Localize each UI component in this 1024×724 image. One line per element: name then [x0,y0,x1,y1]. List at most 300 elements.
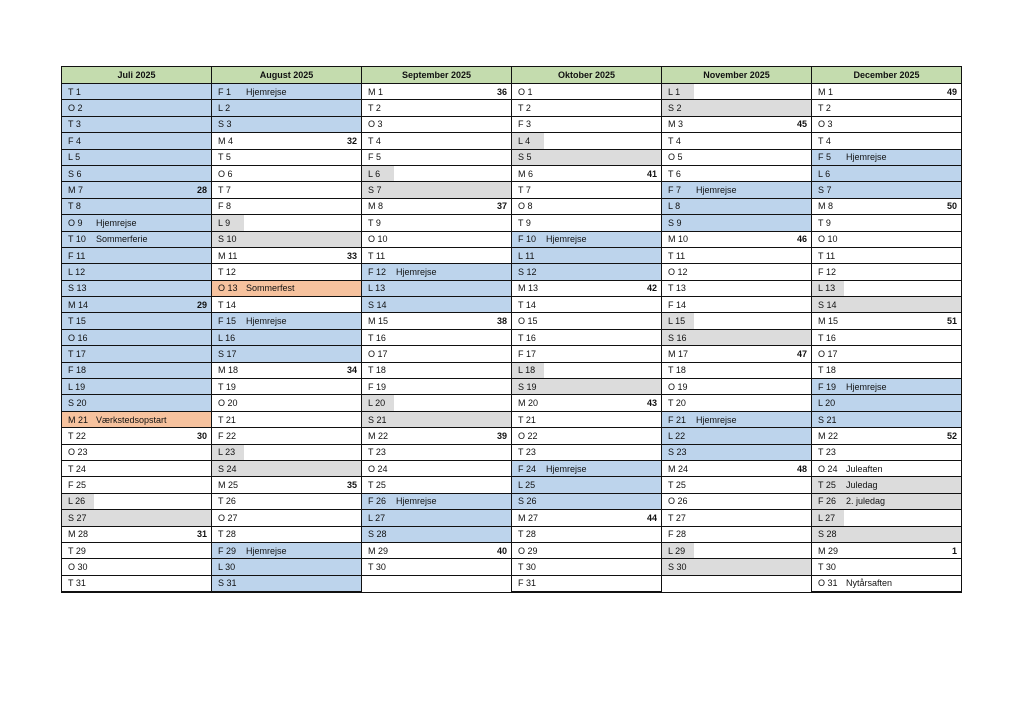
day-row [212,510,361,526]
day-label: F 11 [68,250,86,261]
day-label: T 23 [818,447,836,458]
month-header: December 2025 [812,67,961,84]
day-label: F 15 [218,316,237,327]
day-label: M 8 [368,201,384,212]
month-column [211,67,361,592]
day-label: T 11 [818,250,836,261]
day-row [212,133,361,149]
day-label: T 28 [218,529,236,540]
day-row [362,428,511,444]
day-row [812,461,961,477]
day-label: T 30 [818,562,836,573]
day-label: M 13 [518,283,539,294]
day-label: S 7 [818,185,832,196]
day-row [512,313,661,329]
day-label: F 19 [368,381,387,392]
day-label: F 21 [668,414,687,425]
week-number: 30 [196,430,207,441]
day-label: T 3 [68,119,81,130]
day-label: T 19 [218,381,236,392]
day-label: T 2 [818,103,831,114]
day-label: F 10 [518,234,537,245]
month-column [811,67,961,592]
day-label: L 29 [668,545,686,556]
day-row [62,559,211,575]
day-row [62,477,211,493]
day-label: T 20 [668,398,686,409]
day-note: Hjemrejse [546,463,587,474]
day-row [212,117,361,133]
day-label: L 25 [518,480,536,491]
day-note: Hjemrejse [696,414,737,425]
day-label: S 7 [368,185,382,196]
day-row [662,527,811,543]
week-number: 28 [196,185,207,196]
day-row [812,264,961,280]
day-label: M 25 [218,480,239,491]
day-label: O 24 [818,463,838,474]
day-label: T 23 [518,447,536,458]
day-label: S 12 [518,266,537,277]
day-row [362,461,511,477]
day-label: M 29 [368,545,389,556]
day-note: Sommerfest [246,283,295,294]
day-row [512,445,661,461]
day-row [212,445,361,461]
day-row [512,199,661,215]
day-label: S 10 [218,234,237,245]
month-column [511,67,661,592]
day-label: T 18 [368,365,386,376]
day-row [212,84,361,100]
day-row [212,379,361,395]
day-label: O 23 [68,447,88,458]
day-row [512,166,661,182]
day-label: T 24 [68,463,86,474]
day-row [362,248,511,264]
day-label: T 22 [68,430,86,441]
day-label: T 15 [68,316,86,327]
day-label: L 20 [818,398,836,409]
day-label: O 20 [218,398,238,409]
day-row [662,313,811,329]
day-row [362,395,511,411]
day-row [362,510,511,526]
day-label: T 14 [518,299,536,310]
day-row [812,543,961,559]
day-row [362,379,511,395]
day-row [362,150,511,166]
day-row [812,395,961,411]
day-row [62,428,211,444]
day-label: T 26 [218,496,236,507]
day-row [662,166,811,182]
day-label: M 20 [518,398,539,409]
day-label: O 12 [668,266,688,277]
day-label: S 13 [68,283,87,294]
day-note: Juleaften [846,463,883,474]
day-row [812,313,961,329]
day-label: F 7 [668,185,682,196]
day-label: S 27 [68,512,87,523]
day-label: T 12 [218,266,236,277]
day-row [512,330,661,346]
day-label: M 24 [668,463,689,474]
day-label: F 1 [218,86,232,97]
day-note: Hjemrejse [246,316,287,327]
day-label: T 25 [668,480,686,491]
day-row [662,412,811,428]
day-row [812,379,961,395]
day-row [662,100,811,116]
day-row [362,297,511,313]
week-number: 37 [496,201,507,212]
day-row [812,297,961,313]
day-note: Sommerferie [96,234,148,245]
day-label: F 8 [218,201,232,212]
day-row [362,543,511,559]
day-row [212,313,361,329]
day-label: M 14 [68,299,89,310]
day-label: F 26 [368,496,387,507]
week-number: 1 [951,545,957,556]
day-label: O 17 [368,348,388,359]
day-label: T 11 [368,250,386,261]
day-row [512,379,661,395]
day-row [212,199,361,215]
day-row [362,494,511,510]
day-row [212,150,361,166]
day-label: O 8 [518,201,533,212]
day-row [662,281,811,297]
day-row [62,363,211,379]
day-row [812,248,961,264]
day-row [512,133,661,149]
week-number: 42 [646,283,657,294]
day-label: T 25 [818,480,836,491]
day-label: F 19 [818,381,837,392]
day-label: T 30 [518,562,536,573]
day-row [662,543,811,559]
day-row [362,117,511,133]
day-label: L 23 [218,447,236,458]
day-label: L 6 [818,168,831,179]
day-label: O 1 [518,86,533,97]
day-note: Hjemrejse [396,496,437,507]
day-row [662,182,811,198]
day-label: L 20 [368,398,386,409]
month-header: August 2025 [212,67,361,84]
day-label: T 6 [668,168,681,179]
day-note: Hjemrejse [246,86,287,97]
day-row [362,182,511,198]
month-column [361,67,511,592]
day-label: T 18 [668,365,686,376]
day-note: Hjemrejse [546,234,587,245]
day-row [62,379,211,395]
day-row [362,100,511,116]
week-number: 32 [346,135,357,146]
day-label: S 2 [668,103,682,114]
day-row [362,363,511,379]
day-row [362,330,511,346]
day-label: M 15 [368,316,389,327]
day-label: S 31 [218,578,237,589]
day-row [512,182,661,198]
day-row [212,248,361,264]
day-row [62,412,211,428]
day-label: T 30 [368,562,386,573]
day-label: S 20 [68,398,87,409]
day-row [512,281,661,297]
day-row [512,117,661,133]
day-label: T 17 [68,348,86,359]
day-row [662,395,811,411]
day-row [512,395,661,411]
day-row [662,150,811,166]
day-row [812,559,961,575]
day-label: T 16 [368,332,386,343]
day-label: M 11 [218,250,238,261]
day-row [662,445,811,461]
day-label: M 7 [68,185,84,196]
week-number: 31 [196,529,207,540]
day-label: F 31 [518,578,537,589]
day-row [62,494,211,510]
day-label: F 3 [518,119,532,130]
day-row [662,379,811,395]
day-row [62,576,211,592]
day-row [212,166,361,182]
day-row [212,346,361,362]
week-number: 45 [796,119,807,130]
day-label: M 6 [518,168,534,179]
day-label: T 23 [368,447,386,458]
day-row [212,428,361,444]
day-label: L 15 [668,316,686,327]
day-row [512,264,661,280]
day-label: T 1 [68,86,81,97]
day-label: O 2 [68,103,83,114]
day-label: L 1 [668,86,681,97]
day-row [62,215,211,231]
day-row [212,100,361,116]
day-label: T 5 [218,152,231,163]
day-row [662,133,811,149]
day-row [662,215,811,231]
week-number: 49 [946,86,957,97]
day-row [62,84,211,100]
day-row [812,84,961,100]
day-row [62,330,211,346]
week-number: 40 [496,545,507,556]
day-row [812,445,961,461]
day-label: S 24 [218,463,237,474]
day-label: L 22 [668,430,686,441]
day-row [62,133,211,149]
day-row [662,494,811,510]
day-label: O 5 [668,152,683,163]
day-label: T 16 [818,332,836,343]
day-label: T 13 [668,283,686,294]
day-label: T 4 [818,135,831,146]
week-number: 34 [346,365,357,376]
day-row [62,527,211,543]
day-row [662,428,811,444]
day-label: T 25 [368,480,386,491]
day-note: Hjemrejse [846,152,887,163]
day-row [512,100,661,116]
day-label: T 4 [668,135,681,146]
day-row [212,215,361,231]
day-row [62,510,211,526]
day-label: S 30 [668,562,687,573]
day-label: T 29 [68,545,86,556]
day-row [512,461,661,477]
day-label: S 21 [368,414,387,425]
day-label: M 4 [218,135,234,146]
week-number: 50 [946,201,957,212]
day-row [212,412,361,428]
day-label: L 30 [218,562,236,573]
day-label: F 14 [668,299,687,310]
day-row [212,461,361,477]
day-label: O 22 [518,430,538,441]
day-row [62,281,211,297]
day-label: L 27 [818,512,836,523]
day-row [212,576,361,592]
day-row [662,346,811,362]
month-column [62,67,211,592]
day-row [812,330,961,346]
day-row [62,117,211,133]
day-row [212,559,361,575]
day-label: O 17 [818,348,838,359]
week-number: 47 [796,348,807,359]
day-row [62,297,211,313]
day-label: S 21 [818,414,837,425]
week-number: 51 [946,316,957,327]
day-row [512,494,661,510]
day-row [812,576,961,592]
week-number: 41 [646,168,657,179]
week-number: 33 [346,250,357,261]
day-label: T 31 [68,578,86,589]
day-label: O 16 [68,332,88,343]
day-label: T 9 [518,217,531,228]
day-label: S 23 [668,447,687,458]
day-row [212,330,361,346]
day-label: L 13 [368,283,386,294]
month-header: September 2025 [362,67,511,84]
day-row [62,445,211,461]
day-label: M 1 [818,86,834,97]
day-label: S 26 [518,496,537,507]
day-label: M 1 [368,86,384,97]
day-label: S 28 [818,529,837,540]
day-label: S 17 [218,348,237,359]
day-label: F 29 [218,545,237,556]
day-row [662,84,811,100]
day-row [512,559,661,575]
day-note: Værkstedsopstart [96,414,167,425]
week-number: 43 [646,398,657,409]
day-label: M 10 [668,234,689,245]
day-label: O 13 [218,283,238,294]
day-row [512,527,661,543]
day-row [512,215,661,231]
day-row [512,412,661,428]
day-row [62,100,211,116]
day-row [812,117,961,133]
day-label: F 5 [818,152,832,163]
day-label: L 26 [68,496,86,507]
day-row [812,232,961,248]
day-row [362,232,511,248]
day-label: T 14 [218,299,236,310]
day-label: L 2 [218,103,231,114]
day-label: L 18 [518,365,536,376]
day-label: T 7 [218,185,231,196]
month-header: Oktober 2025 [512,67,661,84]
day-row [812,363,961,379]
day-label: F 4 [68,135,82,146]
day-row [812,412,961,428]
day-row [212,182,361,198]
day-label: O 24 [368,463,388,474]
day-row [62,150,211,166]
day-row [812,494,961,510]
day-label: M 8 [818,201,834,212]
day-row [62,248,211,264]
day-label: F 17 [518,348,537,359]
day-row [212,264,361,280]
day-label: M 28 [68,529,89,540]
day-row [212,363,361,379]
day-label: M 3 [668,119,684,130]
day-label: T 8 [68,201,81,212]
calendar-grid [61,66,962,593]
day-row [362,313,511,329]
day-row [212,527,361,543]
day-label: L 12 [68,266,86,277]
day-row [212,543,361,559]
day-label: T 7 [518,185,531,196]
day-row [812,199,961,215]
day-label: S 6 [68,168,82,179]
day-row [812,150,961,166]
day-label: S 19 [518,381,537,392]
day-row [512,232,661,248]
day-label: F 5 [368,152,382,163]
day-row [62,199,211,215]
day-label: L 9 [218,217,231,228]
day-row [512,363,661,379]
day-label: O 15 [518,316,538,327]
day-label: M 15 [818,316,839,327]
day-note: Hjemrejse [846,381,887,392]
day-label: M 17 [668,348,689,359]
day-label: F 26 [818,496,837,507]
day-row [512,510,661,526]
day-label: O 10 [818,234,838,245]
day-row [212,477,361,493]
day-row [62,313,211,329]
day-row [362,477,511,493]
day-label: O 9 [68,217,83,228]
day-label: S 16 [668,332,687,343]
week-number: 36 [496,86,507,97]
